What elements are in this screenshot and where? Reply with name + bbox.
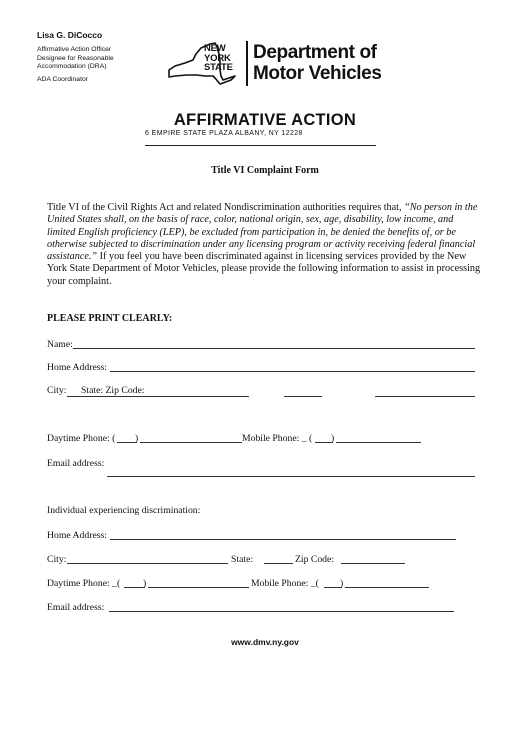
daytime-phone-label: Daytime Phone: (	[47, 433, 116, 444]
individual-mobile-phone-field[interactable]	[345, 587, 429, 588]
zip-code-field[interactable]	[375, 396, 475, 397]
mobile-phone-label: Mobile Phone: _ (	[242, 433, 313, 444]
intro-start: Title VI of the Civil Rights Act and related Nondiscrimination authorities requires that,	[47, 202, 405, 213]
email-label: Email address:	[47, 458, 105, 469]
individual-city-field[interactable]	[67, 563, 228, 564]
individual-mobile-paren: )	[340, 578, 344, 589]
officer-designee: Designee for Reasonable	[37, 54, 114, 62]
logo-word-york: YORK	[204, 52, 231, 64]
state-zip-label: State: Zip Code:	[81, 385, 145, 396]
intro-end: If you feel you have been discriminated against in licensing services provided by the New York State Department of Motor Vehicles, please provide the following information to assist in processing your complaint.	[47, 251, 481, 287]
form-title: Title VI Complaint Form	[211, 165, 319, 176]
officer-ada: ADA Coordinator	[37, 76, 89, 83]
daytime-area-code-field[interactable]	[117, 442, 137, 443]
logo-word-state: STATE	[204, 62, 233, 73]
mobile-phone-paren: )	[331, 433, 335, 444]
individual-city-label: City:	[47, 554, 67, 565]
individual-section-label: Individual experiencing discrimination:	[47, 505, 201, 516]
office-divider	[145, 145, 376, 146]
individual-email-label: Email address:	[47, 602, 105, 613]
name-field[interactable]	[73, 348, 475, 349]
state-field[interactable]	[284, 396, 322, 397]
individual-daytime-phone-label: Daytime Phone: _(	[47, 578, 121, 589]
footer-website-link[interactable]: www.dmv.ny.gov	[231, 637, 299, 647]
mobile-phone-field[interactable]	[336, 442, 421, 443]
individual-state-field[interactable]	[264, 563, 293, 564]
officer-name: Lisa G. DiCocco	[37, 30, 103, 40]
logo-department-name	[253, 42, 382, 84]
email-field[interactable]	[107, 476, 475, 477]
city-field[interactable]	[67, 396, 249, 397]
logo-state-wordmark	[204, 44, 233, 73]
print-clearly-heading: PLEASE PRINT CLEARLY:	[47, 313, 173, 324]
daytime-phone-field[interactable]	[140, 442, 242, 443]
individual-zip-field[interactable]	[341, 563, 405, 564]
name-label: Name:	[47, 339, 73, 350]
officer-title: Affirmative Action Officer	[37, 46, 112, 53]
officer-dra: Accommodation (DRA)	[37, 63, 107, 70]
city-label: City:	[47, 385, 67, 396]
individual-email-field[interactable]	[109, 611, 454, 612]
intro-quote: “No person in the United States shall, on the basis of race, color, national origin, sex, age, disability, low income, and limited English proficiency (LEP), be excluded from participation in, be denied the benefits of, or be otherwise subjected to discrimination under any licensing program or activity receiving federal financial assistance.”	[47, 202, 478, 263]
logo-divider	[246, 41, 248, 86]
individual-zip-label: Zip Code:	[295, 554, 335, 565]
individual-mobile-phone-label: Mobile Phone: _(	[251, 578, 319, 589]
office-address: 6 EMPIRE STATE PLAZA ALBANY, NY 12228	[145, 130, 303, 137]
individual-daytime-phone-field[interactable]	[148, 587, 249, 588]
logo-word-new: NEW	[204, 43, 226, 54]
logo-dept-line2: Motor Vehicles	[253, 63, 382, 84]
individual-home-address-field[interactable]	[110, 539, 456, 540]
home-address-field[interactable]	[110, 371, 475, 372]
individual-home-address-label: Home Address:	[47, 530, 108, 541]
logo-dept-line1: Department of	[253, 42, 377, 63]
daytime-phone-paren: )	[135, 433, 139, 444]
home-address-label: Home Address:	[47, 362, 108, 373]
intro-paragraph	[47, 202, 483, 288]
office-title: AFFIRMATIVE ACTION	[173, 111, 357, 129]
individual-daytime-area-code-field[interactable]	[124, 587, 145, 588]
individual-state-label: State:	[231, 554, 254, 565]
individual-daytime-paren: )	[143, 578, 147, 589]
